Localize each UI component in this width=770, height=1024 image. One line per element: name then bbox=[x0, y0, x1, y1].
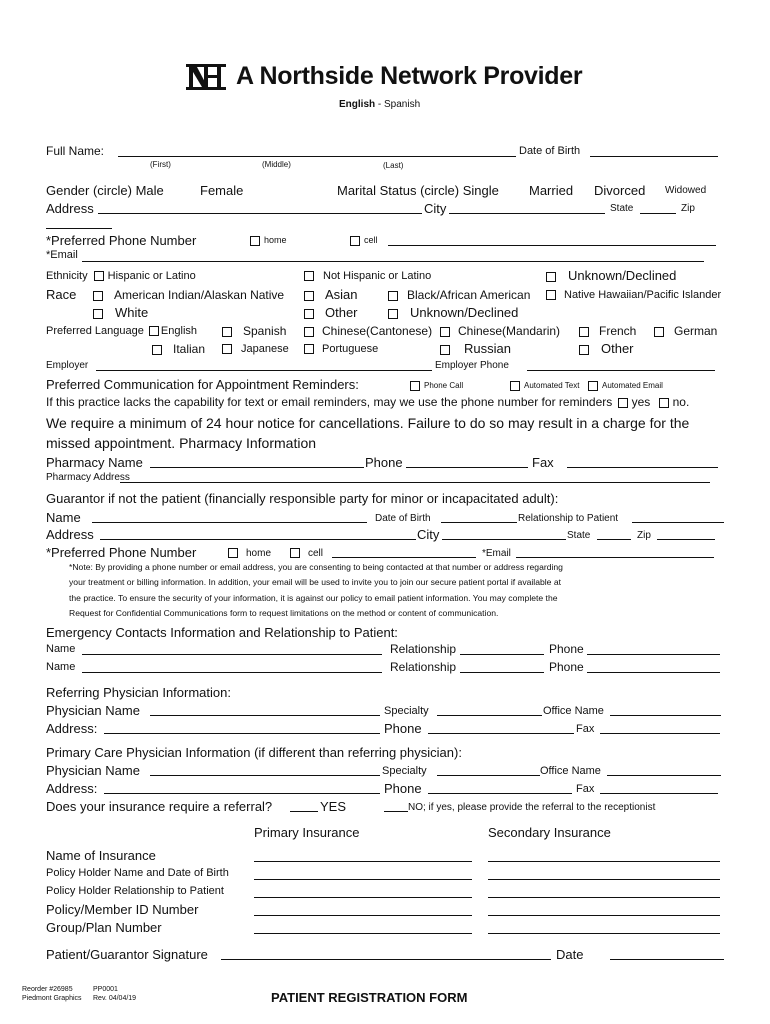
secondary-insurance-field[interactable] bbox=[488, 879, 720, 880]
state-label: State bbox=[610, 203, 634, 214]
secondary-insurance-header: Secondary Insurance bbox=[488, 825, 611, 840]
primary-care-physician-field[interactable] bbox=[150, 775, 380, 776]
pharmacy-name-label: Pharmacy Name bbox=[46, 455, 143, 470]
footer-reorder: Reorder #26985 bbox=[22, 986, 73, 993]
primary-care-phone-label: Phone bbox=[384, 781, 422, 796]
race-unknown-option[interactable] bbox=[388, 305, 518, 320]
not-hispanic-label: Not Hispanic or Latino bbox=[323, 270, 432, 282]
gender-female[interactable]: Female bbox=[200, 183, 244, 198]
referral-no-label: NO; if yes, please provide the referral to the receptionist bbox=[408, 802, 656, 813]
reminder-yes-label: yes bbox=[631, 395, 651, 409]
secondary-insurance-field[interactable] bbox=[488, 915, 720, 916]
employer-field[interactable] bbox=[96, 370, 432, 371]
last-hint: (Last) bbox=[383, 161, 404, 170]
referring-physician-field[interactable] bbox=[150, 715, 380, 716]
auto-email-checkbox[interactable] bbox=[588, 381, 598, 391]
auto-text-option[interactable] bbox=[510, 381, 579, 391]
race-white-option[interactable] bbox=[93, 305, 148, 320]
primary-insurance-header: Primary Insurance bbox=[254, 825, 360, 840]
french-checkbox[interactable] bbox=[579, 327, 589, 337]
guarantor-cell-label: cell bbox=[308, 548, 324, 559]
emergency2-phone-label: Phone bbox=[549, 660, 584, 674]
full-name-field[interactable] bbox=[118, 156, 516, 157]
italian-checkbox[interactable] bbox=[152, 345, 162, 355]
secondary-insurance-field[interactable] bbox=[488, 861, 720, 862]
lang-other-option[interactable] bbox=[579, 341, 634, 356]
ethnicity-unknown-checkbox[interactable] bbox=[546, 272, 556, 282]
amer-indian-label: American Indian/Alaskan Native bbox=[114, 288, 285, 302]
consent-note-line1: *Note: By providing a phone number or email address, you are consenting to being contacted at that number or address regarding bbox=[69, 562, 563, 572]
race-unknown-checkbox[interactable] bbox=[388, 309, 398, 319]
dob-label: Date of Birth bbox=[519, 145, 581, 157]
reminder-no-checkbox[interactable] bbox=[659, 398, 669, 408]
referring-address-label: Address: bbox=[46, 721, 98, 736]
pref-lang-row bbox=[46, 325, 197, 337]
primary-insurance-field[interactable] bbox=[254, 933, 472, 934]
emergency2-relationship-label: Relationship bbox=[390, 660, 457, 674]
primary-care-office-field[interactable] bbox=[607, 775, 721, 776]
pharmacy-address-label: Pharmacy Address bbox=[46, 472, 130, 483]
zip-field[interactable] bbox=[46, 228, 112, 229]
japanese-checkbox[interactable] bbox=[222, 344, 232, 354]
spanish-option[interactable] bbox=[222, 324, 286, 338]
referring-heading: Referring Physician Information: bbox=[46, 685, 231, 700]
guarantor-heading: Guarantor if not the patient (financially responsible party for minor or incapacitated adult): bbox=[46, 491, 559, 506]
asian-label: Asian bbox=[325, 287, 358, 302]
mandarin-checkbox[interactable] bbox=[440, 327, 450, 337]
primary-care-heading: Primary Care Physician Information (if different than referring physician): bbox=[46, 745, 462, 760]
primary-care-office-label: Office Name bbox=[540, 765, 601, 777]
email-label: *Email bbox=[46, 249, 78, 261]
emergency2-phone-field[interactable] bbox=[587, 672, 720, 673]
emergency1-relationship-label: Relationship bbox=[390, 642, 457, 656]
ethnicity-unknown-label: Unknown/Declined bbox=[568, 268, 677, 283]
guarantor-home-checkbox[interactable] bbox=[228, 548, 238, 558]
emergency1-name-label: Name bbox=[46, 643, 76, 655]
race-other-label: Other bbox=[325, 305, 358, 320]
phone-call-label: Phone Call bbox=[424, 381, 464, 391]
signature-date-label: Date bbox=[556, 947, 584, 962]
not-hispanic-option[interactable] bbox=[304, 270, 431, 282]
consent-note-line3: the practice. To ensure the security of your information, it is against our policy to email patient information. You may complete the bbox=[69, 593, 558, 603]
primary-care-address-field[interactable] bbox=[104, 793, 380, 794]
primary-insurance-field[interactable] bbox=[254, 897, 472, 898]
hawaiian-label: Native Hawaiian/Pacific Islander bbox=[564, 289, 722, 301]
signature-label: Patient/Guarantor Signature bbox=[46, 947, 208, 962]
race-unknown-label: Unknown/Declined bbox=[410, 305, 519, 320]
primary-care-fax-field[interactable] bbox=[600, 793, 718, 794]
footer-revision: Rev. 04/04/19 bbox=[93, 995, 137, 1002]
brand-title: A Northside Network Provider bbox=[236, 62, 583, 90]
pharmacy-phone-field[interactable] bbox=[406, 467, 528, 468]
capability-question bbox=[46, 395, 689, 409]
hawaiian-checkbox[interactable] bbox=[546, 290, 556, 300]
referring-physician-label: Physician Name bbox=[46, 703, 140, 718]
referring-address-field[interactable] bbox=[104, 733, 380, 734]
japanese-label: Japanese bbox=[241, 343, 289, 355]
referral-question: Does your insurance require a referral? bbox=[46, 799, 273, 814]
insurance-row-label: Policy Holder Relationship to Patient bbox=[46, 885, 224, 897]
form-title: PATIENT REGISTRATION FORM bbox=[271, 990, 468, 1005]
guarantor-phone-label: *Preferred Phone Number bbox=[46, 545, 197, 560]
footer-graphics: Piedmont Graphics bbox=[22, 995, 82, 1002]
referral-yes-label: YES bbox=[320, 799, 347, 814]
emergency1-relationship-field[interactable] bbox=[460, 654, 544, 655]
referring-fax-field[interactable] bbox=[600, 733, 720, 734]
cell-label: cell bbox=[364, 235, 378, 245]
lang-english[interactable]: English bbox=[339, 99, 376, 110]
hispanic-checkbox[interactable] bbox=[94, 271, 104, 281]
auto-text-label: Automated Text bbox=[524, 381, 580, 391]
footer-code: PP0001 bbox=[93, 986, 118, 993]
german-checkbox[interactable] bbox=[654, 327, 664, 337]
reminder-yes-checkbox[interactable] bbox=[618, 398, 628, 408]
consent-note-line4: Request for Confidential Communications form to request limitations on the method or content of communication. bbox=[69, 608, 499, 618]
guarantor-dob-label: Date of Birth bbox=[375, 513, 431, 524]
phone-call-checkbox[interactable] bbox=[410, 381, 420, 391]
full-name-label: Full Name: bbox=[46, 144, 105, 158]
primary-care-specialty-field[interactable] bbox=[437, 775, 540, 776]
ethnicity-unknown-option[interactable] bbox=[546, 268, 676, 283]
employer-phone-label: Employer Phone bbox=[435, 360, 509, 371]
amer-indian-checkbox[interactable] bbox=[93, 291, 103, 301]
guarantor-name-field[interactable] bbox=[92, 522, 367, 523]
preferred-phone-label: *Preferred Phone Number bbox=[46, 233, 197, 248]
portuguese-option[interactable] bbox=[304, 343, 378, 355]
phone-home-option[interactable] bbox=[250, 235, 287, 246]
ethnicity-row bbox=[46, 270, 196, 282]
mandarin-option[interactable] bbox=[440, 324, 560, 338]
emergency2-relationship-field[interactable] bbox=[460, 672, 544, 673]
insurance-row-label: Policy Holder Name and Date of Birth bbox=[46, 867, 229, 879]
guarantor-address-field[interactable] bbox=[100, 539, 416, 540]
referring-specialty-label: Specialty bbox=[384, 705, 429, 717]
race-other-checkbox[interactable] bbox=[304, 309, 314, 319]
english-label: English bbox=[160, 325, 197, 337]
italian-option[interactable] bbox=[152, 342, 205, 356]
primary-insurance-field[interactable] bbox=[254, 915, 472, 916]
cantonese-label: Chinese(Cantonese) bbox=[322, 324, 433, 338]
guarantor-dob-field[interactable] bbox=[441, 522, 517, 523]
lang-spanish[interactable]: Spanish bbox=[384, 99, 421, 110]
referring-office-field[interactable] bbox=[610, 715, 721, 716]
home-label: home bbox=[264, 235, 287, 245]
reminder-no-label: no. bbox=[672, 395, 690, 409]
race-hawaiian-option[interactable] bbox=[546, 289, 721, 301]
ethnicity-label: Ethnicity bbox=[46, 270, 88, 282]
insurance-row-label: Policy/Member ID Number bbox=[46, 902, 199, 917]
guarantor-relationship-label: Relationship to Patient bbox=[518, 513, 619, 524]
asian-checkbox[interactable] bbox=[304, 291, 314, 301]
insurance-row-label: Group/Plan Number bbox=[46, 920, 162, 935]
referral-no-field[interactable] bbox=[384, 811, 408, 812]
consent-note-line2: your treatment or billing information. In addition, your email will be used to invite you to join our secure patient portal if available at bbox=[69, 577, 562, 587]
guarantor-relationship-field[interactable] bbox=[632, 522, 724, 523]
secondary-insurance-field[interactable] bbox=[488, 897, 720, 898]
auto-email-option[interactable] bbox=[588, 381, 663, 391]
russian-checkbox[interactable] bbox=[440, 345, 450, 355]
home-checkbox[interactable] bbox=[250, 236, 260, 246]
auto-text-checkbox[interactable] bbox=[510, 381, 520, 391]
cancellation-policy-line2: missed appointment. Pharmacy Information bbox=[46, 435, 317, 451]
russian-option[interactable] bbox=[440, 341, 511, 356]
pref-communication-label: Preferred Communication for Appointment Reminders: bbox=[46, 377, 359, 392]
city-label: City bbox=[424, 201, 447, 216]
auto-email-label: Automated Email bbox=[602, 381, 663, 391]
italian-label: Italian bbox=[173, 342, 206, 356]
cantonese-option[interactable] bbox=[304, 324, 432, 338]
insurance-row-label: Name of Insurance bbox=[46, 848, 156, 863]
guarantor-city-field[interactable] bbox=[442, 539, 566, 540]
guarantor-name-label: Name bbox=[46, 510, 81, 525]
white-checkbox[interactable] bbox=[93, 309, 103, 319]
first-hint: (First) bbox=[150, 160, 171, 169]
marital-widowed[interactable]: Widowed bbox=[665, 185, 707, 196]
race-asian-option[interactable] bbox=[304, 287, 358, 302]
zip-label: Zip bbox=[681, 203, 695, 214]
emergency2-name-field[interactable] bbox=[82, 672, 382, 673]
capability-text: If this practice lacks the capability for text or email reminders, may we use the phone number for reminders bbox=[46, 395, 613, 409]
english-checkbox[interactable] bbox=[149, 326, 159, 336]
guarantor-state-label: State bbox=[567, 530, 591, 541]
lang-sep: - bbox=[375, 99, 385, 110]
guarantor-zip-field[interactable] bbox=[657, 539, 715, 540]
guarantor-cell-field[interactable] bbox=[332, 557, 476, 558]
guarantor-home-option[interactable] bbox=[228, 548, 271, 559]
german-option[interactable] bbox=[654, 324, 717, 338]
marital-married[interactable]: Married bbox=[529, 183, 574, 198]
mandarin-label: Chinese(Mandarin) bbox=[458, 324, 561, 338]
emergency2-name-label: Name bbox=[46, 661, 76, 673]
pharmacy-address-field[interactable] bbox=[120, 482, 710, 483]
emergency1-phone-field[interactable] bbox=[587, 654, 720, 655]
cantonese-checkbox[interactable] bbox=[304, 327, 314, 337]
secondary-insurance-field[interactable] bbox=[488, 933, 720, 934]
primary-care-fax-label: Fax bbox=[576, 783, 595, 795]
race-black-option[interactable] bbox=[388, 288, 530, 302]
address-label: Address bbox=[46, 201, 94, 216]
cancellation-policy-line1: We require a minimum of 24 hour notice for cancellations. Failure to do so may result in a charge for the bbox=[46, 415, 690, 431]
phone-call-option[interactable] bbox=[410, 381, 463, 391]
spanish-checkbox[interactable] bbox=[222, 327, 232, 337]
portuguese-checkbox[interactable] bbox=[304, 344, 314, 354]
signature-field[interactable] bbox=[221, 959, 551, 960]
race-amer-indian-option[interactable] bbox=[93, 288, 284, 302]
referring-fax-label: Fax bbox=[576, 723, 595, 735]
primary-insurance-field[interactable] bbox=[254, 879, 472, 880]
email-field[interactable] bbox=[82, 261, 704, 262]
referring-specialty-field[interactable] bbox=[437, 715, 542, 716]
state-field[interactable] bbox=[640, 213, 676, 214]
emergency-heading: Emergency Contacts Information and Relationship to Patient: bbox=[46, 625, 398, 640]
emergency1-phone-label: Phone bbox=[549, 642, 584, 656]
employer-label: Employer bbox=[46, 360, 89, 371]
pharmacy-fax-field[interactable] bbox=[567, 467, 718, 468]
lang-other-checkbox[interactable] bbox=[579, 345, 589, 355]
gender-label[interactable]: Gender (circle) Male bbox=[46, 183, 164, 198]
race-other-option[interactable] bbox=[304, 305, 358, 320]
lang-other-label: Other bbox=[601, 341, 634, 356]
dob-field[interactable] bbox=[590, 156, 718, 157]
address-field[interactable] bbox=[98, 213, 422, 214]
french-option[interactable] bbox=[579, 324, 636, 338]
northside-logo-icon bbox=[186, 64, 226, 90]
signature-date-field[interactable] bbox=[610, 959, 724, 960]
referring-phone-label: Phone bbox=[384, 721, 422, 736]
cell-field[interactable] bbox=[388, 245, 716, 246]
pref-lang-label: Preferred Language bbox=[46, 325, 144, 337]
guarantor-state-field[interactable] bbox=[597, 539, 631, 540]
primary-care-specialty-label: Specialty bbox=[382, 765, 427, 777]
guarantor-address-label: Address bbox=[46, 527, 94, 542]
primary-care-physician-label: Physician Name bbox=[46, 763, 140, 778]
referring-phone-field[interactable] bbox=[428, 733, 574, 734]
marital-divorced[interactable]: Divorced bbox=[594, 183, 646, 198]
language-toggle bbox=[339, 99, 420, 110]
referral-yes-field[interactable] bbox=[290, 811, 318, 812]
hispanic-label: Hispanic or Latino bbox=[107, 270, 196, 282]
race-label: Race bbox=[46, 287, 77, 302]
french-label: French bbox=[599, 324, 637, 338]
guarantor-cell-checkbox[interactable] bbox=[290, 548, 300, 558]
cell-checkbox[interactable] bbox=[350, 236, 360, 246]
guarantor-cell-option[interactable] bbox=[290, 548, 323, 559]
japanese-option[interactable] bbox=[222, 343, 289, 355]
pharmacy-fax-label: Fax bbox=[532, 455, 554, 470]
not-hispanic-checkbox[interactable] bbox=[304, 271, 314, 281]
primary-care-phone-field[interactable] bbox=[428, 793, 572, 794]
guarantor-zip-label: Zip bbox=[637, 530, 651, 541]
emergency1-name-field[interactable] bbox=[82, 654, 382, 655]
primary-care-address-label: Address: bbox=[46, 781, 98, 796]
guarantor-email-field[interactable] bbox=[516, 557, 714, 558]
guarantor-city-label: City bbox=[417, 527, 440, 542]
spanish-label: Spanish bbox=[243, 324, 287, 338]
pharmacy-name-field[interactable] bbox=[150, 467, 364, 468]
middle-hint: (Middle) bbox=[262, 160, 291, 169]
white-label: White bbox=[115, 305, 149, 320]
portuguese-label: Portuguese bbox=[322, 343, 379, 355]
guarantor-email-label: *Email bbox=[482, 548, 511, 559]
german-label: German bbox=[674, 324, 718, 338]
guarantor-home-label: home bbox=[246, 548, 272, 559]
black-label: Black/African American bbox=[407, 288, 531, 302]
marital-label[interactable]: Marital Status (circle) Single bbox=[337, 183, 499, 198]
employer-phone-field[interactable] bbox=[527, 370, 715, 371]
phone-cell-option[interactable] bbox=[350, 235, 378, 246]
russian-label: Russian bbox=[464, 341, 511, 356]
pharmacy-phone-label: Phone bbox=[365, 455, 403, 470]
black-checkbox[interactable] bbox=[388, 291, 398, 301]
primary-insurance-field[interactable] bbox=[254, 861, 472, 862]
referring-office-label: Office Name bbox=[543, 705, 604, 717]
city-field[interactable] bbox=[449, 213, 605, 214]
